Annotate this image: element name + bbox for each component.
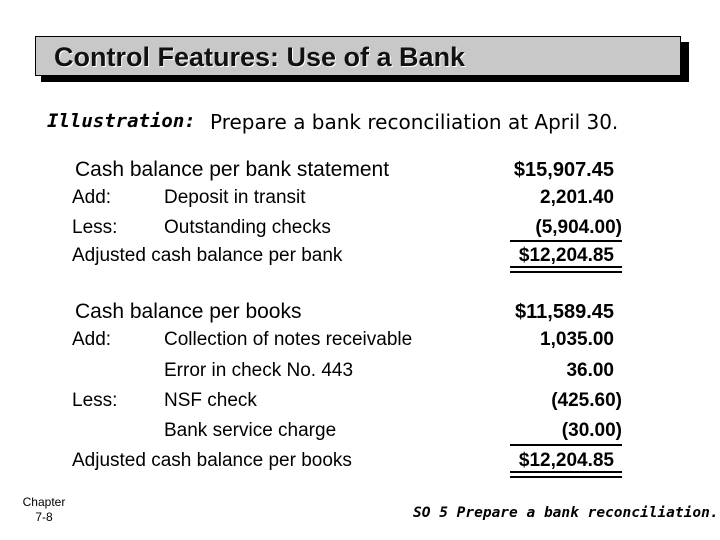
books-add-label: Add: [72, 329, 112, 350]
title-box [35, 36, 681, 76]
books-adjusted-amount: $12,204.85 [518, 450, 614, 471]
bank-adjusted-label: Adjusted cash balance per bank [72, 245, 343, 266]
bank-less-label: Less: [72, 217, 118, 238]
bank-total-double-underline [510, 266, 622, 273]
books-total-double-underline [510, 471, 622, 478]
chapter-label: Chapter [22, 495, 66, 509]
bank-outstanding-label: Outstanding checks [164, 217, 331, 238]
books-nsf-label: NSF check [164, 390, 257, 411]
books-collection-amount: 1,035.00 [540, 329, 614, 350]
illustration-text: Prepare a bank reconciliation at April 30. [210, 110, 619, 134]
books-nsf-amount: (425.60) [551, 390, 622, 411]
slide-title: Control Features: Use of a Bank [54, 42, 466, 72]
books-service-amount: (30.00) [561, 420, 622, 441]
books-error-label: Error in check No. 443 [164, 360, 354, 381]
bank-outstanding-amount: (5,904.00) [535, 217, 622, 238]
books-error-amount: 36.00 [566, 360, 614, 381]
books-adjusted-label: Adjusted cash balance per books [72, 450, 352, 471]
bank-heading-amount: $15,907.45 [513, 159, 614, 181]
chapter-marker [18, 495, 70, 525]
bank-heading: Cash balance per bank statement [75, 158, 390, 181]
bank-adjusted-amount: $12,204.85 [518, 245, 614, 266]
chapter-number: 7-8 [35, 510, 53, 524]
books-heading-amount: $11,589.45 [515, 301, 614, 323]
bank-add-label: Add: [72, 187, 112, 208]
bank-deposit-label: Deposit in transit [164, 187, 306, 208]
books-subtotal-underline [510, 444, 622, 446]
study-objective: SO 5 Prepare a bank reconciliation. [413, 505, 719, 521]
illustration-label: Illustration: [47, 110, 196, 132]
books-less-label: Less: [72, 390, 118, 411]
bank-deposit-amount: 2,201.40 [540, 187, 614, 208]
bank-subtotal-underline [510, 240, 622, 242]
books-service-label: Bank service charge [164, 420, 337, 441]
books-collection-label: Collection of notes receivable [164, 329, 413, 350]
books-heading: Cash balance per books [75, 300, 302, 323]
